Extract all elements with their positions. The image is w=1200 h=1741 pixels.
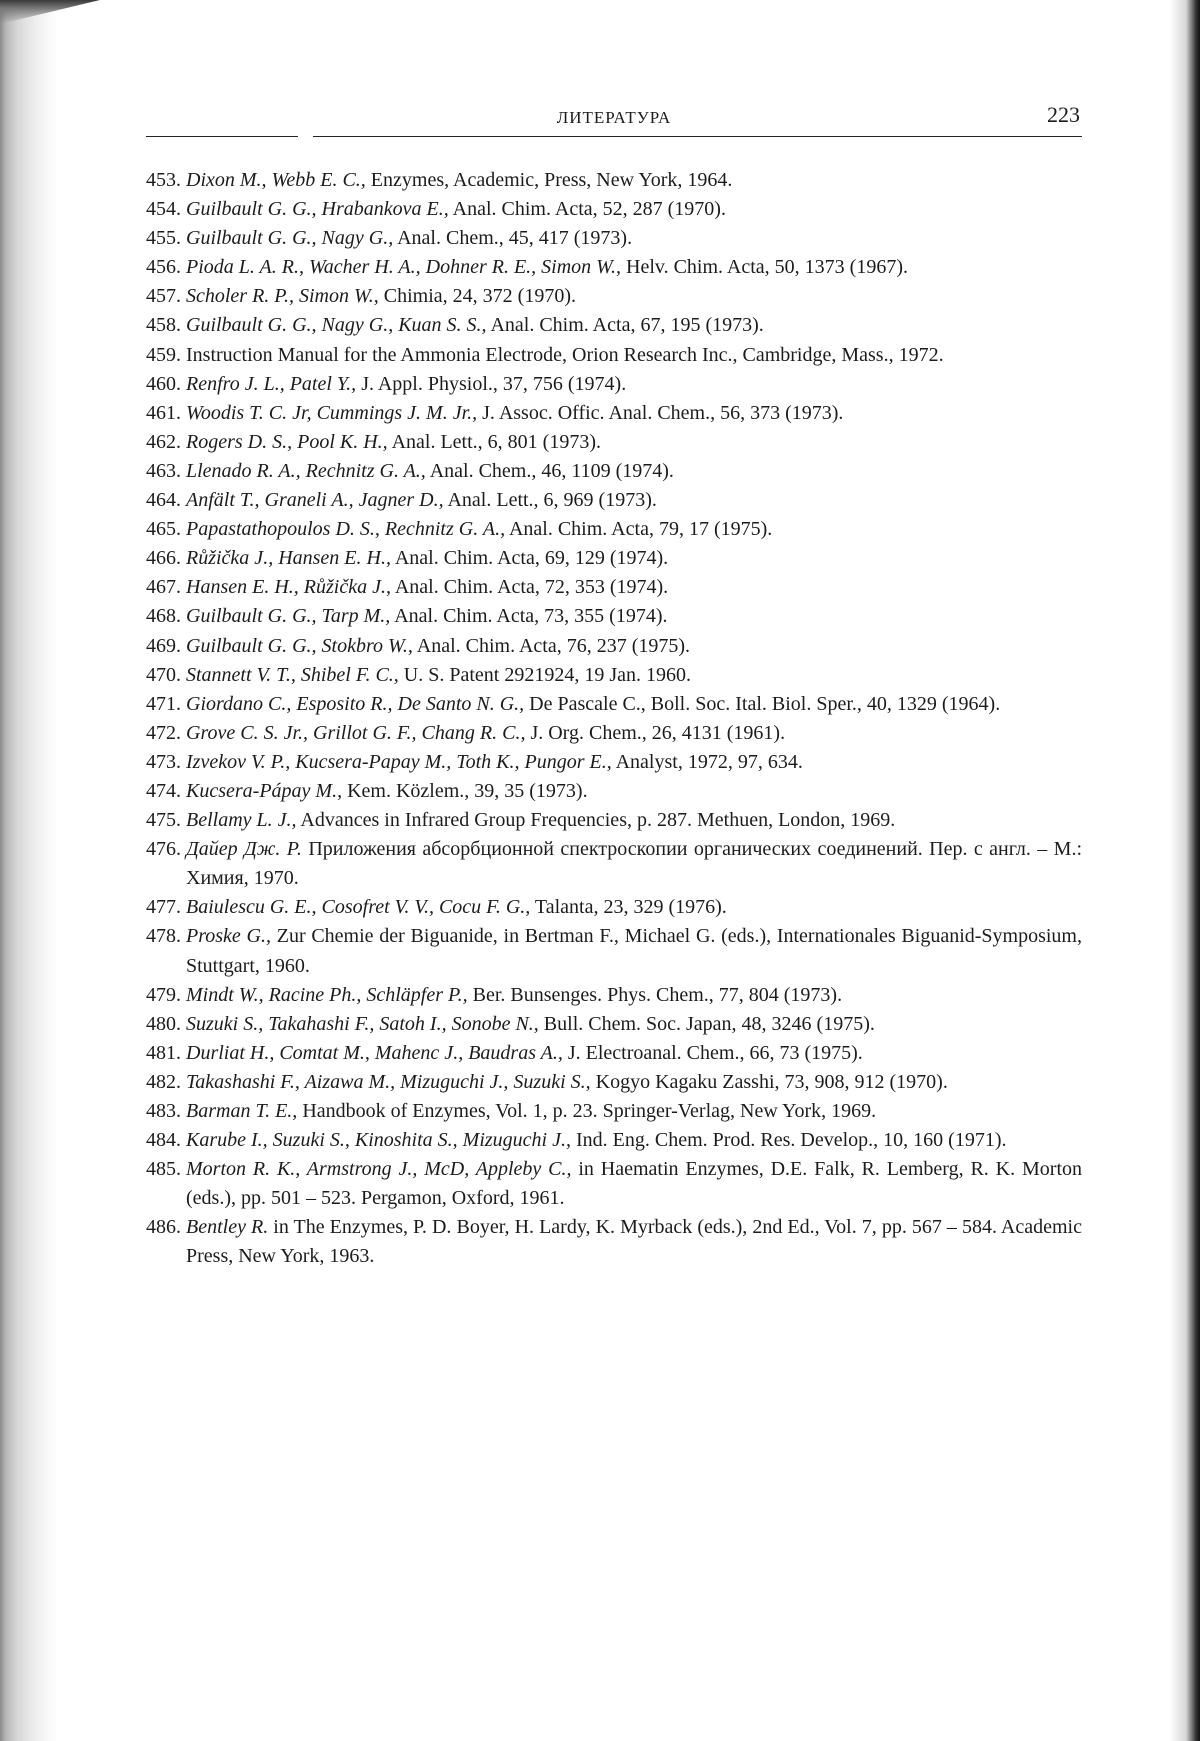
reference-text <box>186 690 1082 719</box>
reference-number: 478. <box>146 925 181 948</box>
reference-authors: Woodis T. C. Jr, Cummings J. M. Jr., <box>186 401 478 424</box>
reference-number: 483. <box>146 1100 181 1122</box>
reference-authors: Guilbault G. G., Nagy G., <box>186 227 394 250</box>
reference-authors: Izvekov V. P., Kucsera-Papay M., Toth K., Pungor E., <box>186 750 612 773</box>
reference-details: Anal. Chim. Acta, 67, 195 (1973). <box>486 314 764 337</box>
reference-text <box>186 544 1082 573</box>
reference-authors: Дайер Дж. Р. <box>186 838 302 861</box>
reference-details: De Pascale C., Boll. Soc. Ital. Biol. Sper., 40, 1329 (1964). <box>524 692 1001 715</box>
reference-authors: Takashashi F., Aizawa M., Mizuguchi J., Suzuki S., <box>186 1070 591 1093</box>
reference-item <box>146 632 1082 661</box>
page-gutter-shadow <box>0 0 58 1741</box>
reference-authors: Baiulescu G. E., Cosofret V. V., Cocu F. G., <box>186 896 531 919</box>
reference-number: 465. <box>146 518 181 541</box>
reference-number: 458. <box>146 314 181 337</box>
reference-text <box>186 253 1082 282</box>
reference-item <box>146 224 1082 253</box>
reference-number: 484. <box>146 1129 181 1152</box>
reference-number: 459. <box>146 343 181 366</box>
reference-details: Instruction Manual for the Ammonia Electrode, Orion Research Inc., Cambridge, Mass., 1972. <box>186 343 944 366</box>
reference-item <box>146 166 1082 195</box>
reference-number: 466. <box>146 547 181 570</box>
reference-number: 472. <box>146 721 181 744</box>
book-page <box>146 0 1082 1741</box>
reference-text <box>186 282 1082 311</box>
reference-item <box>146 370 1082 399</box>
reference-number: 464. <box>146 489 181 512</box>
reference-number: 461. <box>146 401 181 424</box>
reference-text <box>186 1126 1082 1155</box>
reference-authors: Suzuki S., Takahashi F., Satoh I., Sonobe N., <box>186 1012 539 1035</box>
reference-number: 453. <box>146 169 181 191</box>
reference-text <box>186 602 1082 631</box>
reference-item <box>146 806 1082 835</box>
reference-text <box>186 573 1082 602</box>
reference-item <box>146 544 1082 573</box>
reference-authors: Rogers D. S., Pool K. H., <box>186 430 388 453</box>
reference-text <box>186 166 1082 195</box>
reference-number: 470. <box>146 663 181 686</box>
reference-authors: Růžička J., Hansen E. H., <box>186 547 391 570</box>
reference-number: 471. <box>146 692 181 715</box>
reference-number: 485. <box>146 1158 181 1181</box>
reference-item <box>146 1155 1082 1213</box>
reference-authors: Guilbault G. G., Hrabankova E., <box>186 198 449 221</box>
reference-authors: Stannett V. T., Shibel F. C., <box>186 663 399 686</box>
reference-text <box>186 748 1082 777</box>
reference-details: Zur Chemie der Biguanide, in Bertman F., Michael G. (eds.), Internationales Biguanid-Symposium, Stuttgart, 1960. <box>186 925 1082 977</box>
reference-text <box>186 661 1082 690</box>
reference-item <box>146 515 1082 544</box>
reference-item <box>146 602 1082 631</box>
reference-number: 479. <box>146 983 181 1006</box>
reference-details: Anal. Chim. Acta, 79, 17 (1975). <box>505 518 773 541</box>
reference-text <box>186 1213 1082 1271</box>
reference-authors: Renfro J. L., Patel Y., <box>186 372 357 395</box>
reference-details: in Haematin Enzymes, D.E. Falk, R. Lemberg, R. K. Morton (eds.), pp. 501 – 523. Pergamon, Oxford, 1961. <box>186 1158 1082 1210</box>
reference-text <box>186 1097 1082 1126</box>
reference-authors: Barman T. E., <box>186 1100 298 1122</box>
reference-text <box>186 457 1082 486</box>
reference-details: Advances in Infrared Group Frequencies, p. 287. Methuen, London, 1969. <box>296 809 896 832</box>
reference-number: 462. <box>146 430 181 453</box>
reference-item <box>146 1213 1082 1271</box>
reference-item <box>146 428 1082 457</box>
reference-item <box>146 457 1082 486</box>
reference-item <box>146 341 1082 370</box>
reference-list <box>146 166 1082 1272</box>
reference-authors: Grove C. S. Jr., Grillot G. F., Chang R. C., <box>186 721 526 744</box>
reference-text <box>186 428 1082 457</box>
reference-item <box>146 719 1082 748</box>
reference-number: 477. <box>146 896 181 919</box>
page-header <box>146 102 1082 140</box>
reference-details: J. Assoc. Offic. Anal. Chem., 56, 373 (1973). <box>477 401 844 424</box>
reference-details: Handbook of Enzymes, Vol. 1, p. 23. Springer-Verlag, New York, 1969. <box>297 1100 877 1122</box>
reference-item <box>146 399 1082 428</box>
reference-text <box>186 806 1082 835</box>
reference-authors: Durliat H., Comtat M., Mahenc J., Baudras A., <box>186 1041 563 1064</box>
page-edge-shadow <box>1170 0 1200 1741</box>
reference-number: 475. <box>146 809 181 832</box>
reference-number: 481. <box>146 1041 181 1064</box>
reference-item <box>146 486 1082 515</box>
reference-authors: Mindt W., Racine Ph., Schläpfer P., <box>186 983 468 1006</box>
reference-authors: Scholer R. P., Simon W., <box>186 285 379 308</box>
reference-item <box>146 573 1082 602</box>
reference-details: Anal. Lett., 6, 969 (1973). <box>443 489 657 512</box>
reference-number: 469. <box>146 634 181 657</box>
reference-authors: Morton R. K., Armstrong J., McD, Appleby C., <box>186 1158 572 1181</box>
reference-details: in The Enzymes, P. D. Boyer, H. Lardy, K. Myrback (eds.), 2nd Ed., Vol. 7, pp. 567 – 584. Academic Press, New York, 1963. <box>186 1216 1082 1268</box>
reference-text <box>186 195 1082 224</box>
reference-item <box>146 922 1082 980</box>
reference-item <box>146 1039 1082 1068</box>
reference-text <box>186 1155 1082 1213</box>
reference-number: 460. <box>146 372 181 395</box>
reference-text <box>186 719 1082 748</box>
reference-details: Anal. Chem., 46, 1109 (1974). <box>425 459 674 482</box>
reference-authors: Dixon M., Webb E. C., <box>186 169 366 191</box>
reference-authors: Papastathopoulos D. S., Rechnitz G. A., <box>186 518 506 541</box>
reference-authors: Proske G., <box>186 925 271 948</box>
running-title: ЛИТЕРАТУРА <box>556 108 672 127</box>
reference-authors: Hansen E. H., Růžička J., <box>186 576 391 599</box>
reference-authors: Giordano C., Esposito R., De Santo N. G., <box>186 692 525 715</box>
reference-item <box>146 1097 1082 1126</box>
reference-details: Anal. Chim. Acta, 73, 355 (1974). <box>390 605 668 628</box>
reference-authors: Bellamy L. J., <box>186 809 297 832</box>
reference-text <box>186 922 1082 980</box>
reference-item <box>146 835 1082 893</box>
reference-number: 474. <box>146 779 181 802</box>
reference-text <box>186 981 1082 1010</box>
reference-text <box>186 1068 1082 1097</box>
reference-details: Helv. Chim. Acta, 50, 1373 (1967). <box>621 256 909 279</box>
reference-details: Analyst, 1972, 97, 634. <box>611 750 803 773</box>
reference-number: 468. <box>146 605 181 628</box>
reference-number: 457. <box>146 285 181 308</box>
reference-item <box>146 661 1082 690</box>
reference-details: Bull. Chem. Soc. Japan, 48, 3246 (1975). <box>538 1012 875 1035</box>
reference-text <box>186 224 1082 253</box>
reference-item <box>146 748 1082 777</box>
reference-authors: Pioda L. A. R., Wacher H. A., Dohner R. E., Simon W., <box>186 256 621 279</box>
reference-text <box>186 311 1082 340</box>
reference-authors: Guilbault G. G., Stokbro W., <box>186 634 413 657</box>
reference-text <box>186 486 1082 515</box>
reference-number: 476. <box>146 838 181 861</box>
reference-number: 486. <box>146 1216 181 1239</box>
reference-authors: Guilbault G. G., Nagy G., Kuan S. S., <box>186 314 487 337</box>
reference-details: Talanta, 23, 329 (1976). <box>530 896 727 919</box>
reference-item <box>146 981 1082 1010</box>
reference-text <box>186 777 1082 806</box>
header-rule-right <box>313 136 1082 137</box>
reference-number: 482. <box>146 1070 181 1093</box>
reference-authors: Bentley R. <box>186 1216 269 1239</box>
reference-number: 463. <box>146 459 181 482</box>
reference-details: Ber. Bunsenges. Phys. Chem., 77, 804 (1973). <box>467 983 843 1006</box>
reference-text <box>186 370 1082 399</box>
reference-item <box>146 195 1082 224</box>
reference-number: 467. <box>146 576 181 599</box>
reference-text <box>186 893 1082 922</box>
reference-details: U. S. Patent 2921924, 19 Jan. 1960. <box>398 663 692 686</box>
reference-text <box>186 835 1082 893</box>
reference-details: J. Org. Chem., 26, 4131 (1961). <box>525 721 786 744</box>
reference-authors: Kucsera-Pápay M., <box>186 779 343 802</box>
reference-details: Anal. Chim. Acta, 52, 287 (1970). <box>448 198 726 221</box>
reference-item <box>146 1010 1082 1039</box>
reference-number: 480. <box>146 1012 181 1035</box>
reference-item <box>146 893 1082 922</box>
reference-details: Kem. Közlem., 39, 35 (1973). <box>342 779 588 802</box>
reference-text <box>186 632 1082 661</box>
reference-number: 454. <box>146 198 181 221</box>
reference-number: 456. <box>146 256 181 279</box>
reference-details: Chimia, 24, 372 (1970). <box>378 285 576 308</box>
reference-item <box>146 690 1082 719</box>
reference-details: Anal. Chim. Acta, 69, 129 (1974). <box>390 547 669 570</box>
reference-authors: Karube I., Suzuki S., Kinoshita S., Mizuguchi J., <box>186 1129 571 1152</box>
page-number: 223 <box>1047 102 1080 127</box>
reference-details: Ind. Eng. Chem. Prod. Res. Develop., 10, 160 (1971). <box>570 1129 1007 1152</box>
reference-item <box>146 777 1082 806</box>
reference-details: Anal. Chim. Acta, 76, 237 (1975). <box>412 634 691 657</box>
reference-authors: Guilbault G. G., Tarp M., <box>186 605 391 628</box>
reference-details: J. Appl. Physiol., 37, 756 (1974). <box>356 372 627 395</box>
reference-text <box>186 1039 1082 1068</box>
reference-number: 473. <box>146 750 181 773</box>
reference-item <box>146 253 1082 282</box>
reference-item <box>146 1126 1082 1155</box>
reference-details: J. Electroanal. Chem., 66, 73 (1975). <box>562 1041 863 1064</box>
reference-text <box>186 341 1082 370</box>
reference-text <box>186 399 1082 428</box>
reference-authors: Anfält T., Graneli A., Jagner D., <box>186 489 444 512</box>
header-rule-left <box>146 136 298 137</box>
reference-details: Приложения абсорбционной спектроскопии органических соединений. Пер. с англ. – М.: Химия, 1970. <box>186 838 1083 890</box>
reference-item <box>146 282 1082 311</box>
reference-details: Kogyo Kagaku Zasshi, 73, 908, 912 (1970). <box>590 1070 948 1093</box>
reference-details: Enzymes, Academic, Press, New York, 1964. <box>365 169 733 191</box>
reference-details: Anal. Chem., 45, 417 (1973). <box>393 227 633 250</box>
reference-text <box>186 515 1082 544</box>
reference-authors: Llenado R. A., Rechnitz G. A., <box>186 459 426 482</box>
reference-text <box>186 1010 1082 1039</box>
reference-item <box>146 1068 1082 1097</box>
reference-details: Anal. Chim. Acta, 72, 353 (1974). <box>390 576 669 599</box>
reference-number: 455. <box>146 227 181 250</box>
reference-item <box>146 311 1082 340</box>
reference-details: Anal. Lett., 6, 801 (1973). <box>387 430 601 453</box>
